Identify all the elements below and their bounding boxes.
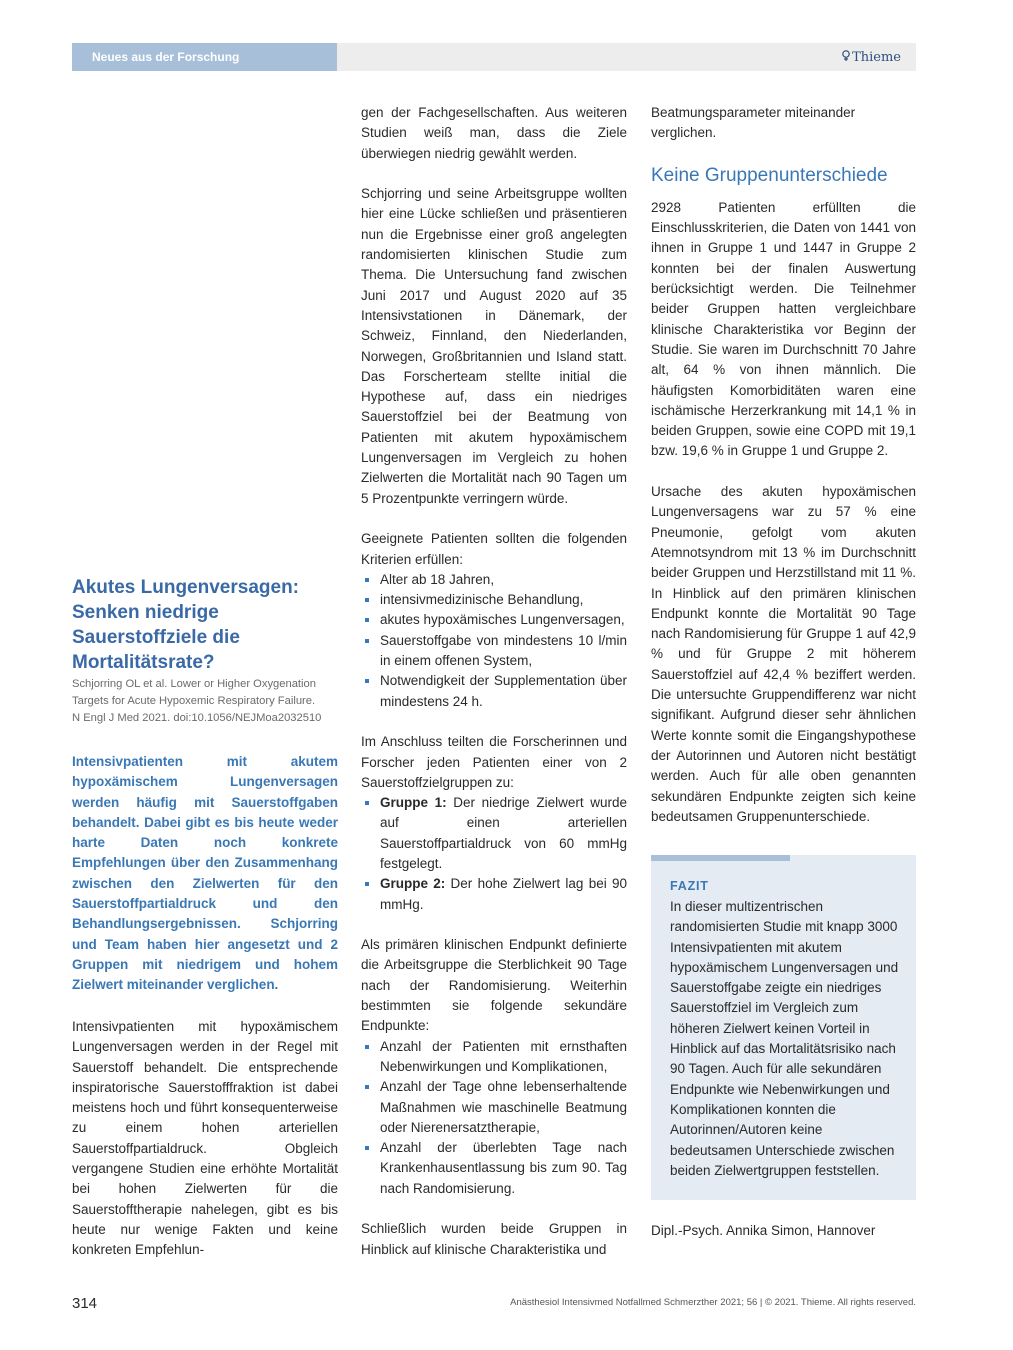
fazit-text: In dieser multizentrischen randomisierten Studie mit knapp 3000 Intensivpatienten mit akutem hypoxämischem Lungenversagen und Sauerstoffgabe zeigte ein niedriges Sauerstoffziel im Vergleich zum höheren Zielwert keinen Vorteil in Hinblick auf das Mortalitätsrisiko nach 90 Tagen. Auch für alle sekundären Endpunkte wie Nebenwirkungen und Komplikationen konnten die Autorinnen/Autoren keine bedeutsamen Unterschiede zwischen beiden Zielwertgruppen feststellen. (670, 899, 899, 1178)
body-paragraph: Schjorring und seine Arbeitsgruppe wollten hier eine Lücke schließen und präsentieren nun die Ergebnisse einer groß angelegten randomisierten klinischen Studie zum Thema. Die Untersuchung fand zwischen Juni 2017 und August 2020 auf 35 Intensivstationen in Dänemark, der Schweiz, Finnland, den Niederlanden, Norwegen, Großbritannien und Island statt. Das Forscherteam stellte initial die Hypothese auf, dass ein niedriges Sauerstoffziel bei der Beatmung von Patienten mit akutem hypoxämischem Lungenversagen im Vergleich zu hohen Zielwerten die Mortalität nach 90 Tagen um 5 Prozentpunkte verringern würde. (361, 186, 627, 506)
list-item (361, 874, 627, 915)
citation-line: N Engl J Med 2021. doi:10.1056/NEJMoa2032510 (72, 712, 322, 725)
publisher-logo (841, 50, 901, 66)
body-paragraph: 2928 Patienten erfüllten die Einschlusskriterien, die Daten von 1441 von ihnen in Gruppe 1 und 1447 in Gruppe 2 konnten bei der finalen Auswertung berücksichtigt werden. Die Teilnehmer beider Gruppen hatten vergleichbare klinische Charakteristika vor Beginn der Studie. Sie waren im Durchschnitt 70 Jahre alt, 64 % von ihnen männlich. Die häufigsten Komorbiditäten waren eine ischämische Herzerkrankung mit 14,1 % in beiden Gruppen, sowie eine COPD mit 19,1 bzw. 19,6 % in Gruppe 1 und Gruppe 2. (651, 199, 916, 459)
footer-reference: Anästhesiol Intensivmed Notfallmed Schmerzther 2021; 56 | © 2021. Thieme. All rights reserved. (510, 1297, 916, 1308)
article-title: Akutes Lungenversagen: Senken niedrige Sauerstoffziele die Mortalitätsrate? (72, 577, 299, 673)
thieme-logo-icon (841, 50, 851, 62)
citation-line: Targets for Acute Hypoxemic Respiratory Failure. (72, 695, 316, 708)
publisher-name: Thieme (852, 50, 901, 65)
list-item: akutes hypoxämisches Lungenversagen, (361, 610, 627, 630)
author-line: Dipl.-Psych. Annika Simon, Hannover (651, 1223, 876, 1238)
body-paragraph: Im Anschluss teilten die Forscherinnen und Forscher jeden Patienten einer von 2 Sauerstoffzielgruppen zu: (361, 734, 627, 790)
header-section-label: Neues aus der Forschung (92, 50, 240, 64)
list-item: Anzahl der überlebten Tage nach Krankenhausentlassung bis zum 90. Tag nach Randomisierung. (361, 1138, 627, 1199)
section-heading: Keine Gruppenunterschiede (651, 164, 888, 186)
body-paragraph: Geeignete Patienten sollten die folgenden Kriterien erfüllen: (361, 531, 627, 567)
group-label: Gruppe 2: (380, 876, 446, 892)
page-number: 314 (72, 1295, 98, 1312)
citation-line: Schjorring OL et al. Lower or Higher Oxygenation (72, 678, 316, 690)
body-paragraph: Ursache des akuten hypoxämischen Lungenversagens war zu 57 % eine Pneumonie, gefolgt vom akuten Atemnotsyndrom mit 13 % im Durchschnitt beider Gruppen und Herzstillstand mit 11 %. In Hinblick auf den primären klinischen Endpunkt konnte die Mortalität 90 Tage nach Randomisierung für Gruppe 1 auf 42,9 % und für Gruppe 2 mit höherem Sauerstoffziel auf 42,4 % beziffert werden. Die untersuchte Gruppendifferenz war nicht signifikant. Aufgrund dieser sehr ähnlichen Werte konnte somit die Eingangshypothese der Autorinnen und Autoren nicht bestätigt werden. Auch für alle oben genannten sekundären Endpunkte zeigten sich keine bedeutsamen Gruppenunterschiede. (651, 484, 916, 824)
body-paragraph: Schließlich wurden beide Gruppen in Hinblick auf klinische Charakteristika und (361, 1221, 627, 1257)
group-label: Gruppe 1: (380, 795, 447, 811)
citation (72, 676, 338, 728)
endpoints-list (361, 1037, 627, 1199)
fazit-title: FAZIT (670, 879, 709, 893)
list-item (361, 793, 627, 874)
list-item: Anzahl der Patienten mit ernsthaften Nebenwirkungen und Komplikationen, (361, 1037, 627, 1078)
groups-list (361, 793, 627, 915)
body-paragraph: Intensivpatienten mit hypoxämischem Lungenversagen werden in der Regel mit Sauerstoff behandelt. Die entsprechende inspiratorische Sauerstofffraktion ist dabei meistens hoch und führt konsequenterweise zu einem hohen arteriellen Sauerstoffpartialdruck. Obgleich vergangene Studien eine erhöhte Mortalität bei hohen Zielwerten für die Sauerstofftherapie nahelegen, gibt es bis heute nur wenige Fakten und keine konkreten Empfehlun- (72, 1019, 338, 1258)
group-text: Der niedrige Zielwert wurde auf einen arteriellen Sauerstoffpartialdruck von 60 mmHg festgelegt. (380, 795, 627, 871)
list-item: intensivmedizinische Behandlung, (361, 590, 627, 610)
column-3 (651, 103, 916, 847)
fazit-box (651, 855, 916, 1200)
body-paragraph: Beatmungsparameter miteinander verglichen. (651, 105, 856, 141)
fazit-accent-bar (651, 855, 790, 861)
lead-paragraph: Intensivpatienten mit akutem hypoxämischem Lungenversagen werden häufig mit Sauerstoffgaben behandelt. Dabei gibt es bis heute weder harte Daten noch konkrete Empfehlungen über den Zusammenhang zwischen den Zielwerten für den Sauerstoffpartialdruck und den Behandlungsergebnissen. Schjorring und Team haben hier angesetzt und 2 Gruppen mit niedrigem und hohem Zielwert miteinander verglichen. (72, 754, 338, 993)
body-paragraph: gen der Fachgesellschaften. Aus weiteren Studien weiß man, dass die Ziele überwiegen niedrig gewählt werden. (361, 105, 627, 161)
column-2 (361, 103, 627, 1280)
header-bar (337, 43, 916, 71)
group-text: Der hohe Zielwert lag bei 90 mmHg. (380, 876, 627, 912)
list-item: Sauerstoffgabe von mindestens 10 l/min in einem offenen System, (361, 631, 627, 672)
list-item: Notwendigkeit der Supplementation über mindestens 24 h. (361, 671, 627, 712)
list-item: Anzahl der Tage ohne lebenserhaltende Maßnahmen wie maschinelle Beatmung oder Nierenersatztherapie, (361, 1077, 627, 1138)
list-item: Alter ab 18 Jahren, (361, 570, 627, 590)
criteria-list (361, 570, 627, 712)
body-paragraph: Als primären klinischen Endpunkt definierte die Arbeitsgruppe die Sterblichkeit 90 Tage nach der Randomisierung. Weiterhin bestimmten sie folgende sekundäre Endpunkte: (361, 937, 627, 1034)
